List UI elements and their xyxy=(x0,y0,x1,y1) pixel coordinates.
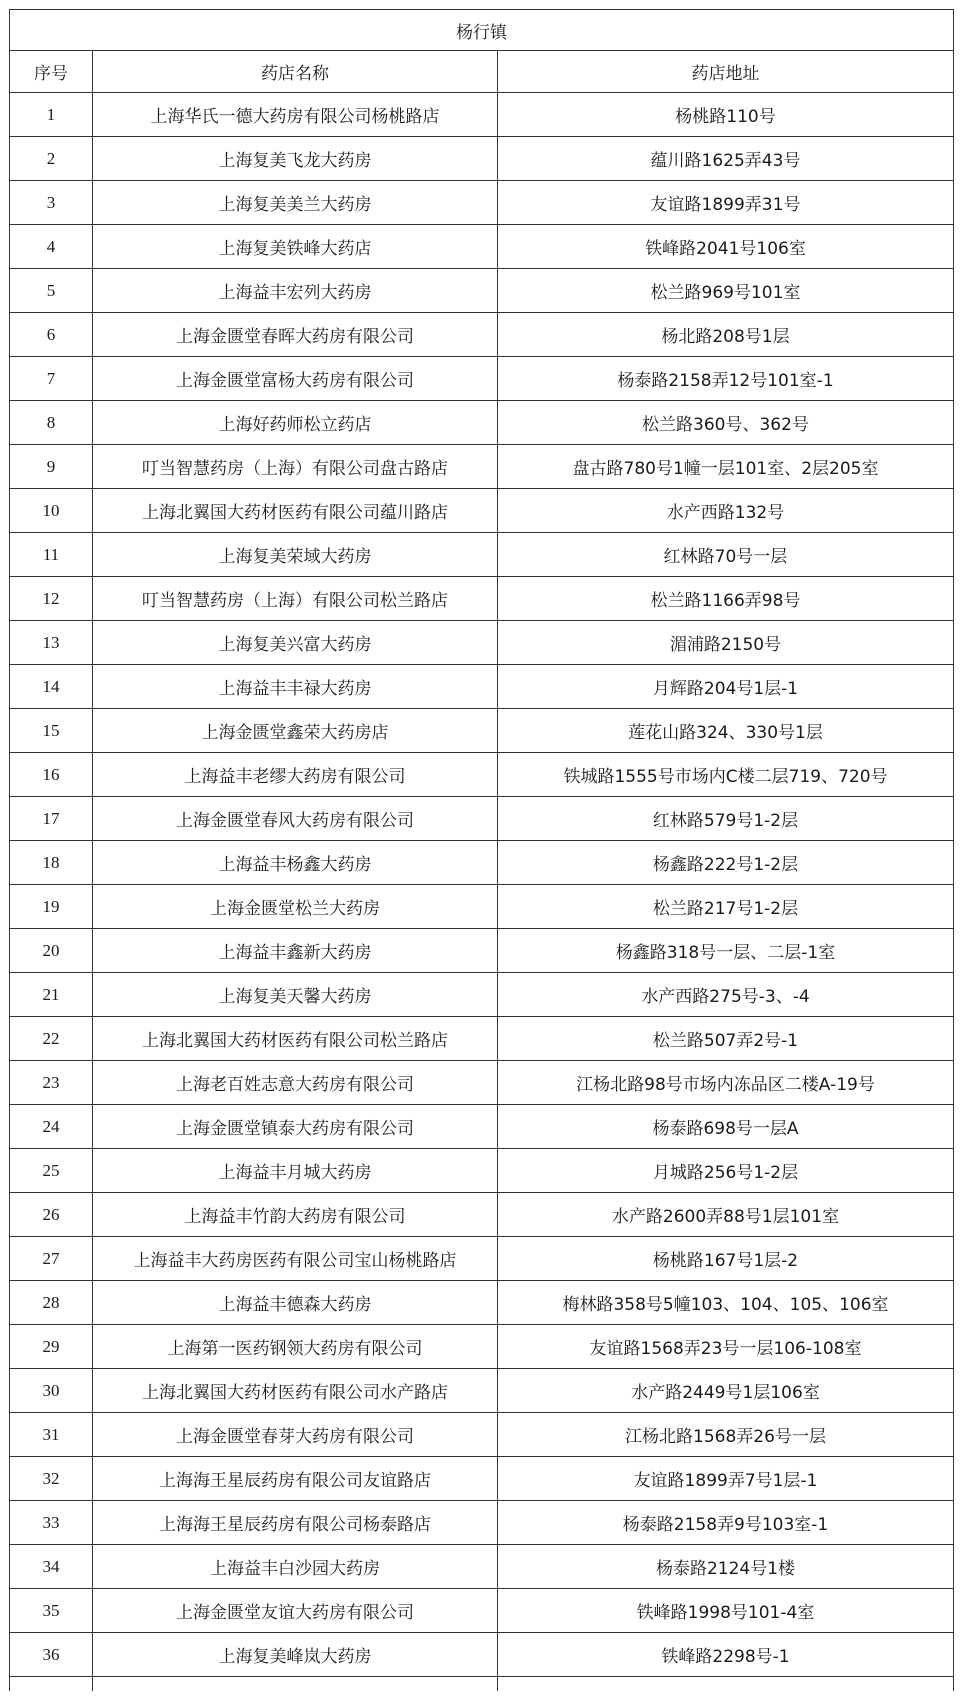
table-row xyxy=(10,1061,954,1105)
cell-name: 上海益丰宏列大药房 xyxy=(93,269,498,313)
cell-index: 33 xyxy=(10,1501,93,1545)
column-header-name: 药店名称 xyxy=(93,51,498,93)
cell-name: 上海复美荣域大药房 xyxy=(93,533,498,577)
cell-index: 35 xyxy=(10,1589,93,1633)
table-row xyxy=(10,621,954,665)
cell-address: 莲花山路324、330号1层 xyxy=(498,709,954,753)
cell-index: 13 xyxy=(10,621,93,665)
cell-index: 9 xyxy=(10,445,93,489)
table-row xyxy=(10,709,954,753)
cell-address: 月城路256号1-2层 xyxy=(498,1149,954,1193)
table-row xyxy=(10,181,954,225)
cell-address: 杨泰路2158弄9号103室-1 xyxy=(498,1501,954,1545)
cell-name: 上海北翼国大药材医药有限公司水产路店 xyxy=(93,1369,498,1413)
cell-address: 水产路2600弄88号1层101室 xyxy=(498,1193,954,1237)
cell-index: 22 xyxy=(10,1017,93,1061)
cell-index: 16 xyxy=(10,753,93,797)
table-row xyxy=(10,1193,954,1237)
cell-address: 水产路2449号1层106室 xyxy=(498,1369,954,1413)
cell-index: 4 xyxy=(10,225,93,269)
table-row xyxy=(10,1325,954,1369)
column-header-index: 序号 xyxy=(10,51,93,93)
cell-name: 上海金匮堂春晖大药房有限公司 xyxy=(93,313,498,357)
cell-index: 3 xyxy=(10,181,93,225)
cell-empty xyxy=(93,1677,498,1692)
cell-index: 18 xyxy=(10,841,93,885)
cell-name: 上海北翼国大药材医药有限公司蕴川路店 xyxy=(93,489,498,533)
cell-name: 上海海王星辰药房有限公司杨泰路店 xyxy=(93,1501,498,1545)
cell-index: 24 xyxy=(10,1105,93,1149)
table-row xyxy=(10,533,954,577)
cell-empty xyxy=(10,1677,93,1692)
cell-index: 32 xyxy=(10,1457,93,1501)
cell-name: 上海复美天馨大药房 xyxy=(93,973,498,1017)
cell-index: 5 xyxy=(10,269,93,313)
cell-index: 27 xyxy=(10,1237,93,1281)
cell-index: 2 xyxy=(10,137,93,181)
cell-address: 铁城路1555号市场内C楼二层719、720号 xyxy=(498,753,954,797)
cell-address: 红林路70号一层 xyxy=(498,533,954,577)
cell-name: 上海金匮堂镇泰大药房有限公司 xyxy=(93,1105,498,1149)
table-row xyxy=(10,313,954,357)
cell-name: 上海益丰丰禄大药房 xyxy=(93,665,498,709)
cell-index: 11 xyxy=(10,533,93,577)
cell-index: 1 xyxy=(10,93,93,137)
cell-index: 12 xyxy=(10,577,93,621)
cell-index: 20 xyxy=(10,929,93,973)
cell-address: 松兰路217号1-2层 xyxy=(498,885,954,929)
cell-address: 盘古路780号1幢一层101室、2层205室 xyxy=(498,445,954,489)
table-row xyxy=(10,1413,954,1457)
cell-name: 上海益丰大药房医药有限公司宝山杨桃路店 xyxy=(93,1237,498,1281)
table-row xyxy=(10,1149,954,1193)
column-header-address: 药店地址 xyxy=(498,51,954,93)
table-row xyxy=(10,1545,954,1589)
cell-name: 上海老百姓志意大药房有限公司 xyxy=(93,1061,498,1105)
table-row xyxy=(10,401,954,445)
cell-address: 铁峰路2298号-1 xyxy=(498,1633,954,1677)
cell-index: 8 xyxy=(10,401,93,445)
table-row xyxy=(10,357,954,401)
cell-name: 上海金匮堂松兰大药房 xyxy=(93,885,498,929)
cell-name: 上海金匮堂春风大药房有限公司 xyxy=(93,797,498,841)
cell-name: 上海海王星辰药房有限公司友谊路店 xyxy=(93,1457,498,1501)
table-row xyxy=(10,885,954,929)
cell-address: 杨桃路110号 xyxy=(498,93,954,137)
table-title-row xyxy=(10,10,954,51)
table-row xyxy=(10,1589,954,1633)
cell-address: 江杨北路98号市场内冻品区二楼A-19号 xyxy=(498,1061,954,1105)
table-header-row xyxy=(10,51,954,93)
cell-name: 上海华氏一德大药房有限公司杨桃路店 xyxy=(93,93,498,137)
cell-address: 月辉路204号1层-1 xyxy=(498,665,954,709)
cell-address: 铁峰路2041号106室 xyxy=(498,225,954,269)
cell-index: 23 xyxy=(10,1061,93,1105)
cell-index: 21 xyxy=(10,973,93,1017)
table-row xyxy=(10,973,954,1017)
cell-name: 上海金匮堂春芽大药房有限公司 xyxy=(93,1413,498,1457)
cell-address: 江杨北路1568弄26号一层 xyxy=(498,1413,954,1457)
cell-address: 松兰路969号101室 xyxy=(498,269,954,313)
cell-address: 铁峰路1998号101-4室 xyxy=(498,1589,954,1633)
cell-address: 友谊路1899弄31号 xyxy=(498,181,954,225)
cell-index: 6 xyxy=(10,313,93,357)
cell-address: 杨泰路2158弄12号101室-1 xyxy=(498,357,954,401)
table-row xyxy=(10,1633,954,1677)
cell-index: 30 xyxy=(10,1369,93,1413)
table-row xyxy=(10,1281,954,1325)
table-row xyxy=(10,1501,954,1545)
cell-name: 上海第一医药钢领大药房有限公司 xyxy=(93,1325,498,1369)
cell-name: 上海复美飞龙大药房 xyxy=(93,137,498,181)
cell-address: 杨北路208号1层 xyxy=(498,313,954,357)
cell-index: 34 xyxy=(10,1545,93,1589)
cell-name: 上海益丰老缪大药房有限公司 xyxy=(93,753,498,797)
cell-index: 15 xyxy=(10,709,93,753)
cell-index: 14 xyxy=(10,665,93,709)
cell-address: 松兰路360号、362号 xyxy=(498,401,954,445)
cell-address: 松兰路507弄2号-1 xyxy=(498,1017,954,1061)
cell-name: 上海复美峰岚大药房 xyxy=(93,1633,498,1677)
table-row xyxy=(10,577,954,621)
cell-empty xyxy=(498,1677,954,1692)
cell-address: 红林路579号1-2层 xyxy=(498,797,954,841)
cell-name: 上海益丰德森大药房 xyxy=(93,1281,498,1325)
cell-address: 水产西路275号-3、-4 xyxy=(498,973,954,1017)
cell-name: 上海北翼国大药材医药有限公司松兰路店 xyxy=(93,1017,498,1061)
table-title: 杨行镇 xyxy=(10,10,954,51)
table-row xyxy=(10,1237,954,1281)
cell-address: 梅林路358号5幢103、104、105、106室 xyxy=(498,1281,954,1325)
cell-index: 28 xyxy=(10,1281,93,1325)
cell-address: 水产西路132号 xyxy=(498,489,954,533)
cell-address: 杨泰路698号一层A xyxy=(498,1105,954,1149)
cell-index: 25 xyxy=(10,1149,93,1193)
table-row xyxy=(10,1369,954,1413)
pharmacy-table xyxy=(9,9,954,1691)
cell-address: 友谊路1899弄7号1层-1 xyxy=(498,1457,954,1501)
cell-name: 上海金匮堂鑫荣大药房店 xyxy=(93,709,498,753)
table-row xyxy=(10,137,954,181)
table-row xyxy=(10,225,954,269)
cell-name: 上海益丰鑫新大药房 xyxy=(93,929,498,973)
table-continuation-row xyxy=(10,1677,954,1692)
cell-address: 湄浦路2150号 xyxy=(498,621,954,665)
cell-name: 上海好药师松立药店 xyxy=(93,401,498,445)
table-row xyxy=(10,93,954,137)
cell-index: 29 xyxy=(10,1325,93,1369)
table-body xyxy=(10,93,954,1692)
cell-name: 上海复美铁峰大药店 xyxy=(93,225,498,269)
cell-address: 杨泰路2124号1楼 xyxy=(498,1545,954,1589)
pharmacy-list-sheet xyxy=(9,9,953,1691)
cell-name: 上海金匮堂富杨大药房有限公司 xyxy=(93,357,498,401)
table-row xyxy=(10,445,954,489)
cell-address: 蕴川路1625弄43号 xyxy=(498,137,954,181)
cell-address: 友谊路1568弄23号一层106-108室 xyxy=(498,1325,954,1369)
cell-index: 10 xyxy=(10,489,93,533)
table-row xyxy=(10,929,954,973)
cell-index: 17 xyxy=(10,797,93,841)
table-row xyxy=(10,753,954,797)
table-row xyxy=(10,841,954,885)
table-row xyxy=(10,489,954,533)
table-row xyxy=(10,1457,954,1501)
cell-address: 杨桃路167号1层-2 xyxy=(498,1237,954,1281)
cell-index: 26 xyxy=(10,1193,93,1237)
cell-name: 上海金匮堂友谊大药房有限公司 xyxy=(93,1589,498,1633)
cell-name: 上海复美兴富大药房 xyxy=(93,621,498,665)
cell-address: 杨鑫路318号一层、二层-1室 xyxy=(498,929,954,973)
table-row xyxy=(10,1017,954,1061)
cell-index: 31 xyxy=(10,1413,93,1457)
cell-name: 叮当智慧药房（上海）有限公司松兰路店 xyxy=(93,577,498,621)
cell-name: 上海益丰月城大药房 xyxy=(93,1149,498,1193)
table-row xyxy=(10,269,954,313)
cell-index: 7 xyxy=(10,357,93,401)
cell-name: 上海复美美兰大药房 xyxy=(93,181,498,225)
cell-index: 36 xyxy=(10,1633,93,1677)
table-row xyxy=(10,665,954,709)
cell-address: 松兰路1166弄98号 xyxy=(498,577,954,621)
cell-index: 19 xyxy=(10,885,93,929)
cell-name: 上海益丰白沙园大药房 xyxy=(93,1545,498,1589)
cell-address: 杨鑫路222号1-2层 xyxy=(498,841,954,885)
cell-name: 叮当智慧药房（上海）有限公司盘古路店 xyxy=(93,445,498,489)
table-row xyxy=(10,1105,954,1149)
table-row xyxy=(10,797,954,841)
cell-name: 上海益丰竹韵大药房有限公司 xyxy=(93,1193,498,1237)
cell-name: 上海益丰杨鑫大药房 xyxy=(93,841,498,885)
